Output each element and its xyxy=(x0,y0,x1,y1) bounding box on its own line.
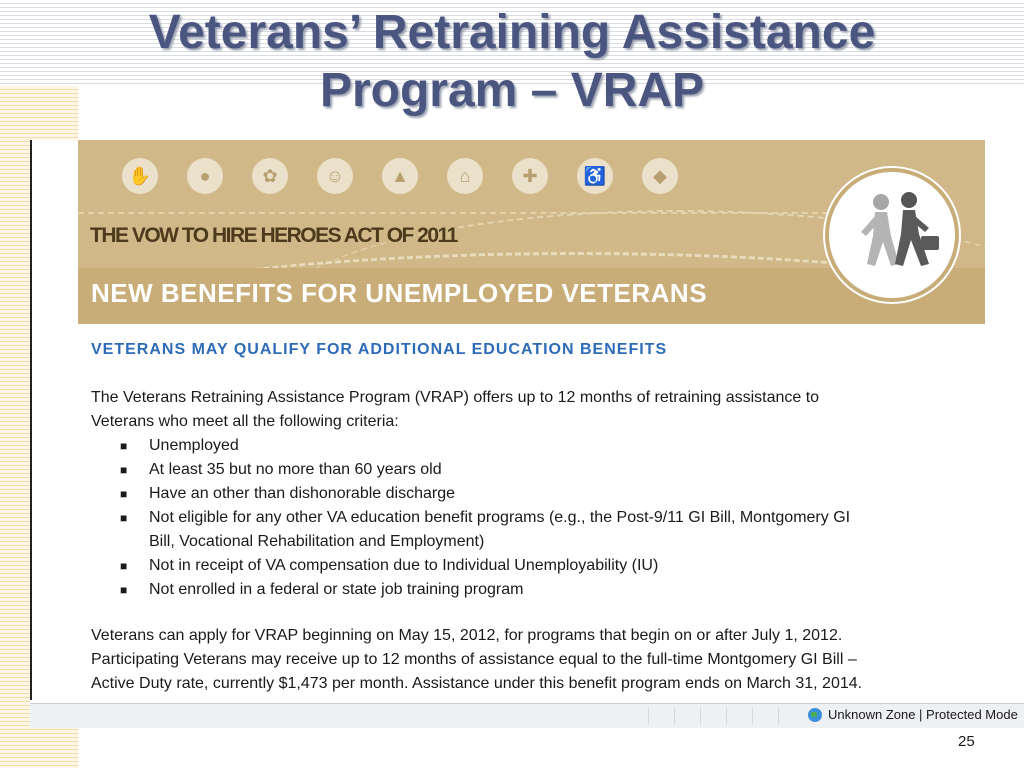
screenshot-left-border xyxy=(30,140,32,700)
walking-figures-icon xyxy=(839,186,945,282)
wheelchair-icon: ♿ xyxy=(577,158,613,194)
medical-kit-icon: ✚ xyxy=(512,158,548,194)
paragraph-line: Active Duty rate, currently $1,473 per month. Assistance under this benefit program ends on March 31, 2014. xyxy=(91,675,863,692)
intro-line: The Veterans Retraining Assistance Program (VRAP) offers up to 12 months of retraining assistance to xyxy=(91,389,820,406)
status-bar-cell xyxy=(778,707,803,725)
status-bar-cell xyxy=(648,707,673,725)
application-paragraph xyxy=(91,624,971,696)
browser-status-bar xyxy=(30,703,1024,728)
criteria-item: ■ At least 35 but no more than 60 years old xyxy=(120,461,442,478)
criteria-item: ■ Not eligible for any other VA education benefit programs (e.g., the Post-9/11 GI Bill, Montgomery GI xyxy=(120,509,851,526)
paragraph-line: Veterans can apply for VRAP beginning on May 15, 2012, for programs that begin on or after July 1, 2012. xyxy=(91,627,843,644)
walking-veteran-emblem xyxy=(825,168,959,302)
brain-icon: ✿ xyxy=(252,158,288,194)
intro-paragraph xyxy=(91,386,971,434)
house-icon: ⌂ xyxy=(447,158,483,194)
criteria-item: ■ Not in receipt of VA compensation due to Individual Unemployability (IU) xyxy=(120,557,659,574)
qualify-subheading: VETERANS MAY QUALIFY FOR ADDITIONAL EDUCATION BENEFITS xyxy=(91,341,668,358)
criteria-item: ■ Have an other than dishonorable discharge xyxy=(120,485,455,502)
criteria-item: ■ Unemployed xyxy=(120,437,239,454)
status-bar-cell xyxy=(726,707,751,725)
vow-act-heading: THE VOW TO HIRE HEROES ACT OF 2011 xyxy=(90,224,457,247)
intro-line: Veterans who meet all the following criteria: xyxy=(91,413,399,430)
criteria-list xyxy=(91,434,971,602)
flag-icon: ◆ xyxy=(642,158,678,194)
globe-icon xyxy=(808,708,822,722)
banner-headline: NEW BENEFITS FOR UNEMPLOYED VETERANS xyxy=(91,278,708,308)
slide-title-line-1: Veterans’ Retraining Assistance xyxy=(148,6,876,59)
criteria-item-continuation: Bill, Vocational Rehabilitation and Employment) xyxy=(149,533,485,550)
status-bar-cell xyxy=(674,707,699,725)
handshake-icon: ✋ xyxy=(122,158,158,194)
slide-title-line-2: Program – VRAP xyxy=(319,64,705,117)
security-zone-indicator[interactable] xyxy=(808,707,1018,722)
benefit-icon-row xyxy=(122,158,707,194)
paragraph-line: Participating Veterans may receive up to 12 months of assistance equal to the full-time Montgomery GI Bill – xyxy=(91,651,857,668)
zone-label: Unknown Zone | Protected Mode xyxy=(828,707,1018,722)
status-bar-cell xyxy=(752,707,777,725)
page-number: 25 xyxy=(958,733,975,750)
banner xyxy=(78,140,985,324)
hand-coin-icon: ● xyxy=(187,158,223,194)
slide-title xyxy=(0,4,1024,120)
status-bar-cell xyxy=(700,707,725,725)
criteria-item: ■ Not enrolled in a federal or state job training program xyxy=(120,581,524,598)
graduation-cap-icon: ▲ xyxy=(382,158,418,194)
family-icon: ☺ xyxy=(317,158,353,194)
